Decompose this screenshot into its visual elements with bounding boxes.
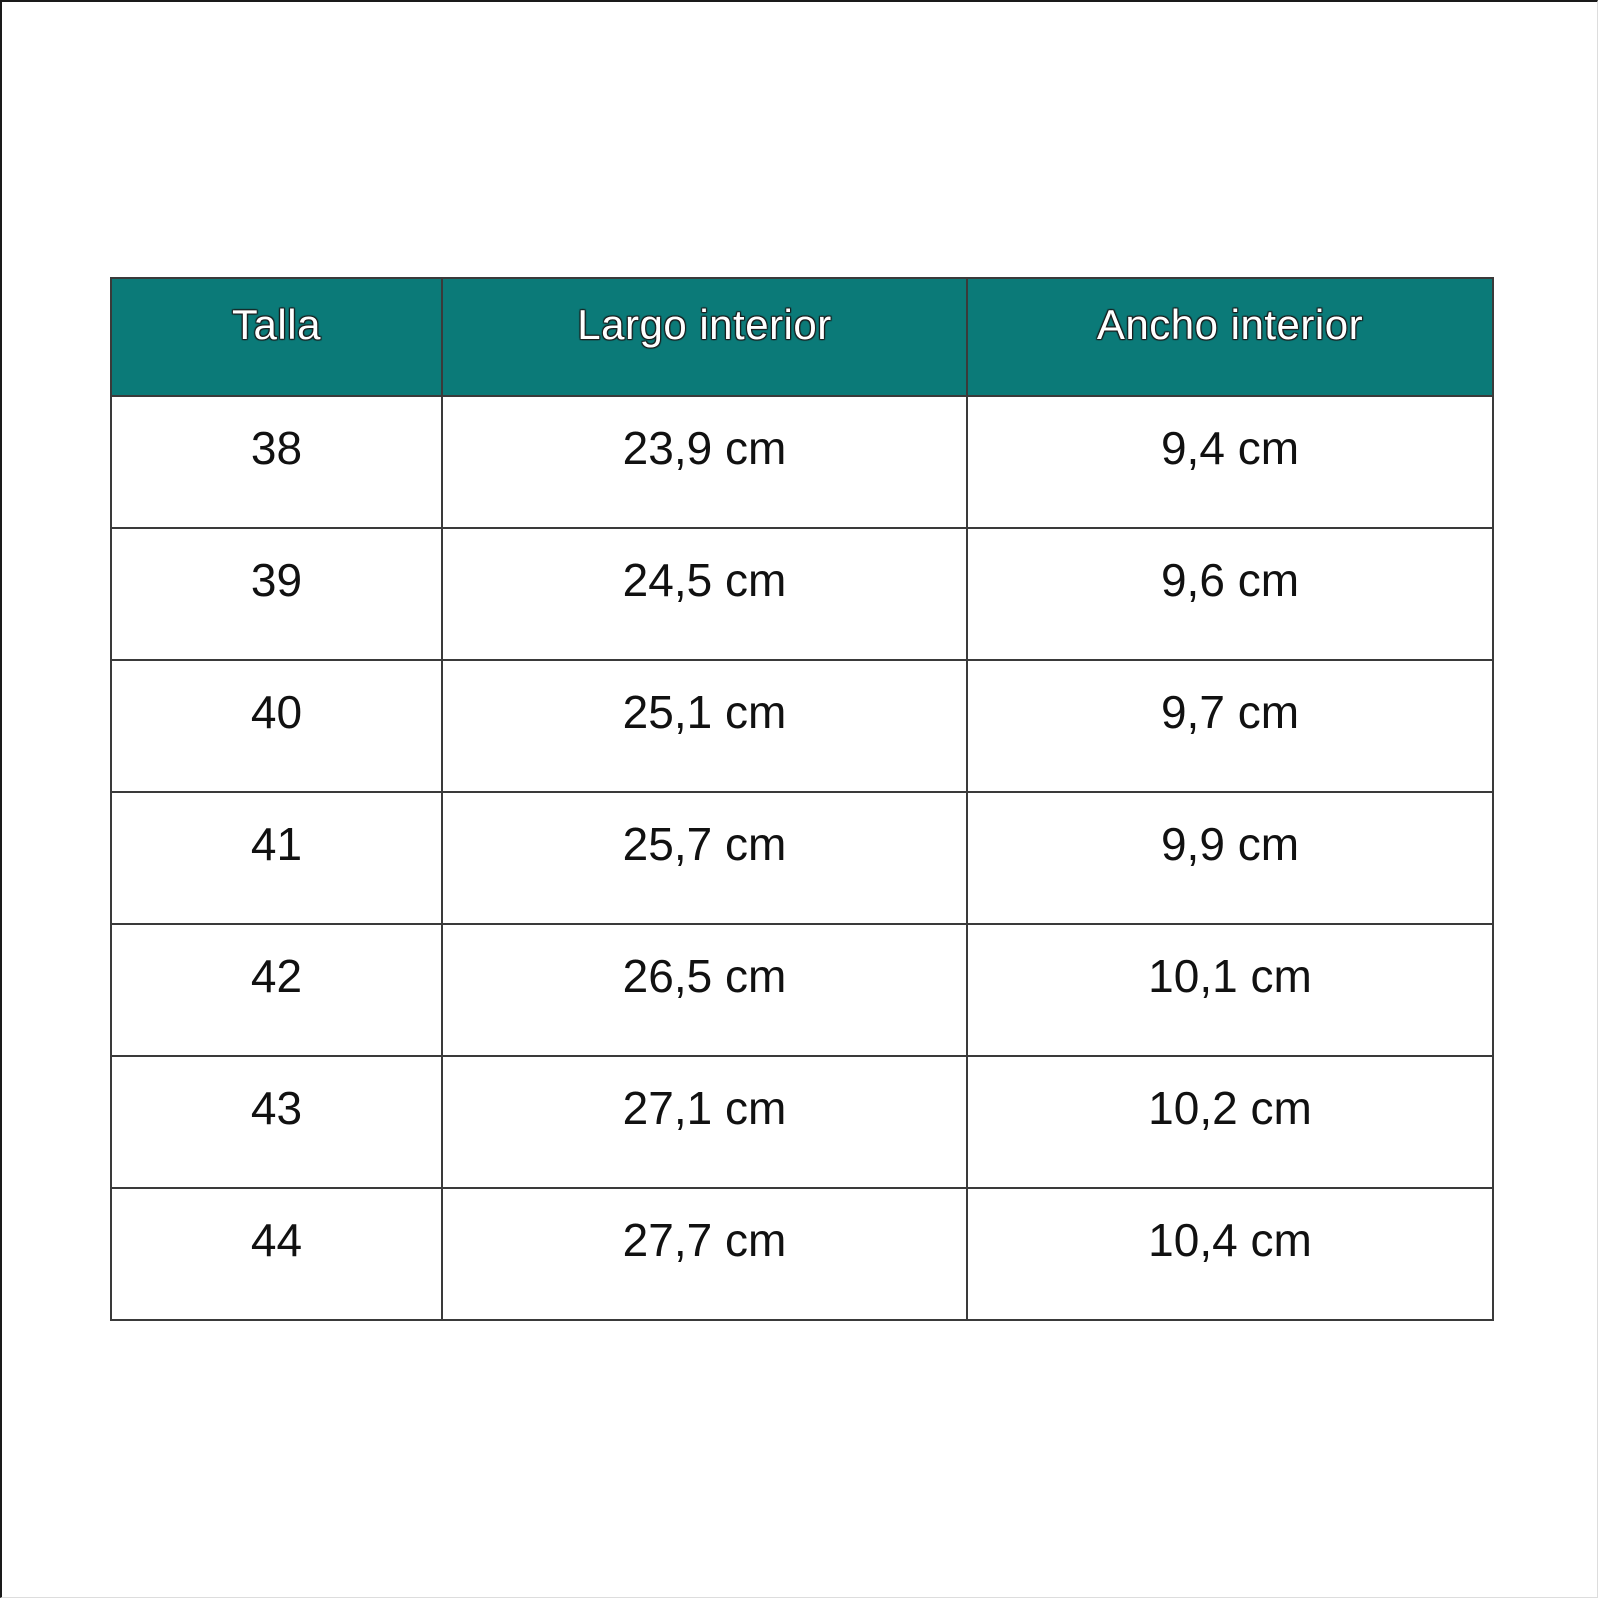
cell-ancho-interior: 10,4 cm bbox=[967, 1188, 1493, 1320]
cell-talla: 43 bbox=[111, 1056, 442, 1188]
cell-largo-interior: 24,5 cm bbox=[442, 528, 967, 660]
cell-largo-interior: 27,7 cm bbox=[442, 1188, 967, 1320]
cell-ancho-interior: 10,2 cm bbox=[967, 1056, 1493, 1188]
cell-talla: 44 bbox=[111, 1188, 442, 1320]
table-header-row bbox=[111, 278, 1493, 396]
cell-ancho-interior: 9,9 cm bbox=[967, 792, 1493, 924]
cell-largo-interior: 26,5 cm bbox=[442, 924, 967, 1056]
cell-ancho-interior: 9,4 cm bbox=[967, 396, 1493, 528]
cell-largo-interior: 23,9 cm bbox=[442, 396, 967, 528]
table-row bbox=[111, 924, 1493, 1056]
table-row bbox=[111, 1188, 1493, 1320]
cell-talla: 42 bbox=[111, 924, 442, 1056]
cell-talla: 41 bbox=[111, 792, 442, 924]
table-row bbox=[111, 528, 1493, 660]
header-talla: Talla bbox=[111, 278, 442, 396]
table-row bbox=[111, 1056, 1493, 1188]
cell-largo-interior: 25,7 cm bbox=[442, 792, 967, 924]
table-row bbox=[111, 792, 1493, 924]
cell-talla: 39 bbox=[111, 528, 442, 660]
header-ancho-interior: Ancho interior bbox=[967, 278, 1493, 396]
cell-ancho-interior: 9,6 cm bbox=[967, 528, 1493, 660]
header-largo-interior: Largo interior bbox=[442, 278, 967, 396]
table-row bbox=[111, 660, 1493, 792]
cell-ancho-interior: 10,1 cm bbox=[967, 924, 1493, 1056]
cell-ancho-interior: 9,7 cm bbox=[967, 660, 1493, 792]
cell-largo-interior: 25,1 cm bbox=[442, 660, 967, 792]
size-chart-table bbox=[110, 277, 1494, 1321]
cell-talla: 38 bbox=[111, 396, 442, 528]
table-row bbox=[111, 396, 1493, 528]
cell-talla: 40 bbox=[111, 660, 442, 792]
cell-largo-interior: 27,1 cm bbox=[442, 1056, 967, 1188]
